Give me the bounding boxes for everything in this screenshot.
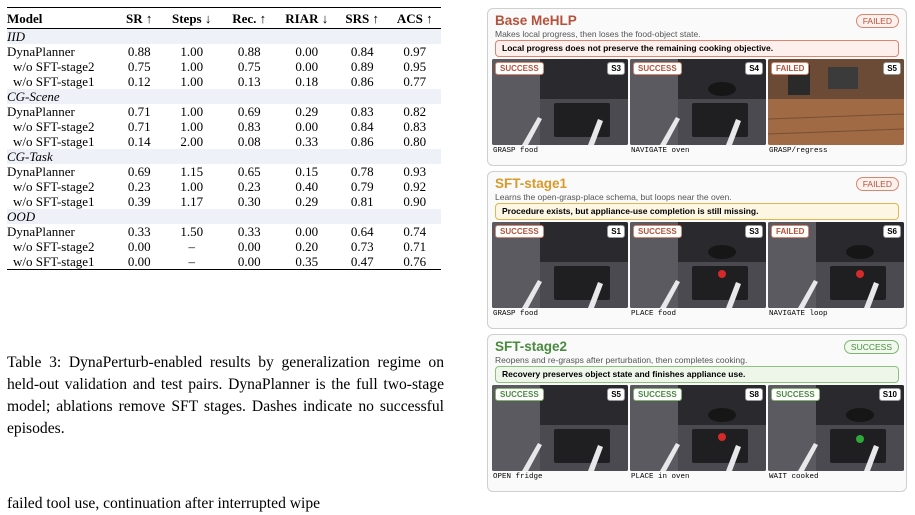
column-header: Model (7, 10, 43, 26)
metric-cell: 1.50 (180, 224, 204, 239)
table-row (7, 239, 441, 254)
metric-cell: 0.00 (127, 239, 151, 254)
metric-cell: 0.79 (350, 179, 374, 194)
step-label: S3 (745, 225, 763, 238)
metric-cell: 0.33 (237, 224, 261, 239)
column-header: Rec. ↑ (232, 10, 267, 26)
frame-status-badge: SUCCESS (633, 225, 682, 238)
metric-cell: 0.93 (403, 164, 427, 179)
metric-cell: 0.75 (237, 59, 261, 74)
metric-cell: 0.29 (295, 104, 319, 119)
table-row (7, 134, 441, 149)
step-label: S4 (745, 62, 763, 75)
trajectory-frame (492, 385, 628, 482)
trajectory-frame (492, 222, 628, 319)
group-label: CG-Task (7, 149, 441, 164)
panel-title: Base MeHLP (495, 13, 577, 28)
table-row (7, 59, 441, 74)
step-label: S5 (607, 388, 625, 401)
panel-subtitle: Reopens and re-grasps after perturbation, then completes cooking. (495, 355, 748, 365)
panel-status-badge: SUCCESS (844, 340, 899, 354)
metric-cell: 0.83 (403, 119, 427, 134)
step-label: S6 (883, 225, 901, 238)
table-row (7, 179, 441, 194)
trajectory-panel (487, 171, 907, 329)
metric-cell: 0.00 (237, 254, 261, 269)
frame-status-badge: SUCCESS (495, 62, 544, 75)
action-label: GRASP/regress (769, 147, 828, 155)
table-row (7, 104, 441, 119)
panel-subtitle: Makes local progress, then loses the food-object state. (495, 29, 701, 39)
metric-cell: 0.14 (127, 134, 151, 149)
frame-strip (492, 385, 904, 482)
metric-cell: 0.08 (237, 134, 261, 149)
group-row (7, 209, 441, 224)
model-name-cell: DynaPlanner (7, 224, 75, 239)
results-table (7, 7, 441, 270)
metric-cell: 0.81 (350, 194, 374, 209)
metric-cell: 0.84 (350, 44, 374, 59)
metric-cell: 0.71 (127, 119, 151, 134)
group-label: IID (7, 29, 441, 45)
metric-cell: 0.76 (403, 254, 427, 269)
metric-cell: 0.15 (295, 164, 319, 179)
model-name-cell: w/o SFT-stage1 (13, 254, 95, 269)
panel-status-badge: FAILED (856, 177, 899, 191)
panel-status-badge: FAILED (856, 14, 899, 28)
group-row (7, 29, 441, 45)
metric-cell: 0.33 (127, 224, 151, 239)
model-name-cell: w/o SFT-stage1 (13, 194, 95, 209)
model-name-cell: w/o SFT-stage1 (13, 134, 95, 149)
table-body (7, 29, 441, 270)
trajectory-frame (492, 59, 628, 156)
metric-cell: 0.77 (403, 74, 427, 89)
step-label: S10 (879, 388, 901, 401)
metric-cell: – (188, 254, 195, 269)
metric-cell: 0.20 (295, 239, 319, 254)
metric-cell: 0.12 (127, 74, 151, 89)
action-label: NAVIGATE oven (631, 147, 690, 155)
table-caption: Table 3: DynaPerturb-enabled results by generalization regime on held-out validation and test pairs. DynaPlanner is the full two-stage model; ablations remove SFT stages. Dashes indicate no successful episodes. (7, 354, 444, 437)
table-row (7, 164, 441, 179)
column-header: Steps ↓ (172, 10, 212, 26)
model-name-cell: w/o SFT-stage2 (13, 59, 95, 74)
step-label: S5 (883, 62, 901, 75)
model-name-cell: DynaPlanner (7, 104, 75, 119)
trajectory-frame (768, 59, 904, 156)
metric-cell: 0.83 (237, 119, 261, 134)
panel-title: SFT-stage1 (495, 176, 568, 191)
frame-status-badge: SUCCESS (495, 388, 544, 401)
action-label: PLACE food (631, 310, 677, 318)
trajectory-frame (768, 385, 904, 482)
metric-cell: 0.65 (237, 164, 261, 179)
metric-cell: 0.64 (350, 224, 374, 239)
group-label: CG-Scene (7, 89, 441, 104)
metric-cell: 0.35 (295, 254, 319, 269)
frame-status-badge: SUCCESS (633, 388, 682, 401)
frame-strip (492, 222, 904, 319)
body-text: failed tool use, continuation after interrupted wipe (7, 495, 321, 512)
metric-cell: 2.00 (180, 134, 204, 149)
metric-cell: 0.69 (127, 164, 151, 179)
metric-cell: 0.74 (403, 224, 427, 239)
frame-status-badge: SUCCESS (771, 388, 820, 401)
metric-cell: 1.00 (180, 119, 204, 134)
metric-cell: 0.71 (127, 104, 151, 119)
metric-cell: 1.17 (180, 194, 204, 209)
metric-cell: 0.82 (403, 104, 427, 119)
metric-cell: 0.29 (295, 194, 319, 209)
frame-strip (492, 59, 904, 156)
metric-cell: 0.18 (295, 74, 319, 89)
metric-cell: 0.86 (350, 134, 374, 149)
model-name-cell: w/o SFT-stage2 (13, 119, 95, 134)
trajectory-panel (487, 334, 907, 492)
metric-cell: 0.71 (403, 239, 427, 254)
metric-cell: 0.73 (350, 239, 374, 254)
metric-cell: 0.00 (295, 224, 319, 239)
metric-cell: 0.90 (403, 194, 427, 209)
trajectory-frame (630, 385, 766, 482)
trajectory-frame (768, 222, 904, 319)
model-name-cell: DynaPlanner (7, 44, 75, 59)
metric-cell: 0.69 (237, 104, 261, 119)
metric-cell: 0.75 (127, 59, 151, 74)
column-header: RIAR ↓ (285, 10, 329, 26)
table-row (7, 119, 441, 134)
panel-subtitle: Learns the open-grasp-place schema, but loops near the oven. (495, 192, 732, 202)
metric-cell: 0.89 (350, 59, 374, 74)
table-row (7, 44, 441, 59)
action-label: NAVIGATE loop (769, 310, 828, 318)
metric-cell: 1.15 (180, 164, 204, 179)
panel-note: Procedure exists, but appliance-use completion is still missing. (495, 203, 899, 220)
frame-status-badge: SUCCESS (495, 225, 544, 238)
step-label: S8 (745, 388, 763, 401)
step-label: S3 (607, 62, 625, 75)
frame-status-badge: SUCCESS (633, 62, 682, 75)
metric-cell: 0.47 (350, 254, 374, 269)
trajectory-frame (630, 59, 766, 156)
metric-cell: 0.23 (127, 179, 151, 194)
metric-cell: 0.00 (127, 254, 151, 269)
panel-note: Local progress does not preserve the remaining cooking objective. (495, 40, 899, 57)
action-label: GRASP food (493, 147, 539, 155)
model-name-cell: w/o SFT-stage2 (13, 179, 95, 194)
metric-cell: 0.33 (295, 134, 319, 149)
action-label: GRASP food (493, 310, 539, 318)
metric-cell: 0.88 (127, 44, 151, 59)
metric-cell: 1.00 (180, 44, 204, 59)
panel-title: SFT-stage2 (495, 339, 568, 354)
metric-cell: 0.95 (403, 59, 427, 74)
frame-status-badge: FAILED (771, 62, 809, 75)
metric-cell: 1.00 (180, 179, 204, 194)
metric-cell: 0.80 (403, 134, 427, 149)
metric-cell: 0.86 (350, 74, 374, 89)
metric-cell: 0.40 (295, 179, 319, 194)
metric-cell: 0.97 (403, 44, 427, 59)
metric-cell: 0.30 (237, 194, 261, 209)
action-label: OPEN fridge (493, 473, 543, 481)
table-row (7, 74, 441, 89)
metric-cell: 0.78 (350, 164, 374, 179)
metric-cell: 0.00 (295, 44, 319, 59)
metric-cell: 0.84 (350, 119, 374, 134)
action-label: WAIT cooked (769, 473, 819, 481)
metric-cell: 1.00 (180, 74, 204, 89)
step-label: S1 (607, 225, 625, 238)
table-row (7, 194, 441, 209)
metric-cell: 0.39 (127, 194, 151, 209)
metric-cell: 0.83 (350, 104, 374, 119)
metric-cell: 0.88 (237, 44, 261, 59)
metric-cell: 1.00 (180, 59, 204, 74)
trajectory-frame (630, 222, 766, 319)
table-row (7, 224, 441, 239)
column-header: ACS ↑ (396, 10, 433, 26)
model-name-cell: w/o SFT-stage1 (13, 74, 95, 89)
metric-cell: 0.92 (403, 179, 427, 194)
group-row (7, 89, 441, 104)
model-name-cell: w/o SFT-stage2 (13, 239, 95, 254)
trajectory-panel (487, 8, 907, 166)
action-label: PLACE in oven (631, 473, 690, 481)
frame-status-badge: FAILED (771, 225, 809, 238)
group-row (7, 149, 441, 164)
column-header: SRS ↑ (345, 10, 380, 26)
group-label: OOD (7, 209, 441, 224)
metric-cell: 0.00 (237, 239, 261, 254)
panel-note: Recovery preserves object state and finishes appliance use. (495, 366, 899, 383)
metric-cell: 0.23 (237, 179, 261, 194)
metric-cell: 0.00 (295, 59, 319, 74)
column-header: SR ↑ (126, 10, 153, 26)
model-name-cell: DynaPlanner (7, 164, 75, 179)
metric-cell: 0.13 (237, 74, 261, 89)
metric-cell: – (188, 239, 195, 254)
metric-cell: 1.00 (180, 104, 204, 119)
table-row (7, 254, 441, 270)
metric-cell: 0.00 (295, 119, 319, 134)
table-header (7, 8, 441, 29)
